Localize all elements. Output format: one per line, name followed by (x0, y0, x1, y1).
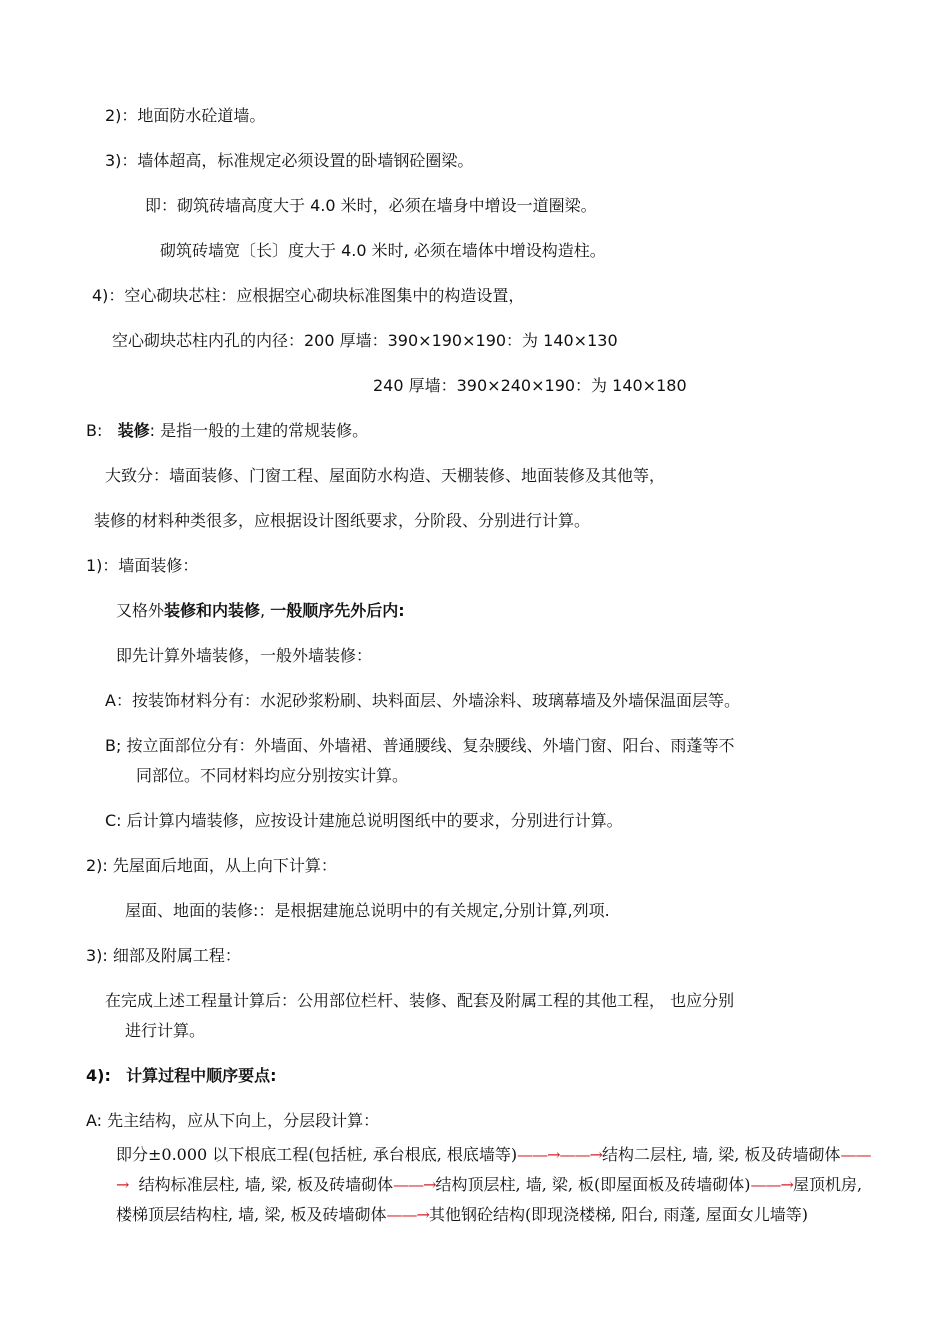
text-line: C: 后计算内墙装修，应按设计建施总说明图纸中的要求，分别进行计算。 (105, 811, 623, 830)
section-title: 计算过程中顺序要点: (126, 1066, 277, 1085)
flow-step: 其他钢砼结构(即现浇楼梯, 阳台, 雨蓬, 屋面女儿墙等) (428, 1205, 808, 1224)
text-line: 240 厚墙：390×240×190：为 140×180 (373, 376, 687, 395)
text-line: 同部位。不同材料均应分别按实计算。 (136, 766, 409, 785)
arrow-icon: ——→ (393, 1175, 436, 1194)
section-title: 装修 (117, 421, 150, 440)
arrow-icon: ——→——→ (517, 1145, 602, 1164)
text-line: 2): 先屋面后地面，从上向下计算： (86, 856, 337, 875)
text-line: B; 按立面部位分有：外墙面、外墙裙、普通腰线、复杂腰线、外墙门窗、阳台、雨蓬等不 (105, 736, 735, 755)
text-line: 装修的材料种类很多，应根据设计图纸要求，分阶段、分别进行计算。 (94, 511, 591, 530)
text-line: 在完成上述工程量计算后：公用部位栏杆、装修、配套及附属工程的其他工程， 也应分别 (105, 991, 735, 1010)
section-label: B: (86, 421, 103, 440)
flow-step: 屋顶机房, 楼梯顶层结构柱, 墙, 梁, 板及砖墙砌体 (116, 1175, 863, 1224)
text-line: 进行计算。 (125, 1021, 206, 1040)
section-label: 4): (86, 1066, 111, 1085)
section-heading-b (86, 421, 368, 441)
text-run: , (260, 601, 271, 620)
text-line: 砌筑砖墙宽〔长〕度大于 4.0 米时, 必须在墙体中增设构造柱。 (160, 241, 606, 260)
text-line: 2)：地面防水砼道墙。 (105, 106, 266, 125)
text-run-bold: 一般顺序先外后内: (270, 601, 405, 620)
arrow-icon: ——→ (116, 1145, 871, 1194)
arrow-icon: ——→ (750, 1175, 793, 1194)
text-line (116, 601, 405, 621)
text-line: 即先计算外墙装修，一般外墙装修： (116, 646, 373, 665)
flow-step: 结构标准层柱, 墙, 梁, 板及砖墙砌体 (138, 1175, 394, 1194)
text-line: 大致分：墙面装修、门窗工程、屋面防水构造、天棚装修、地面装修及其他等， (105, 466, 666, 485)
text-line: 1)：墙面装修： (86, 556, 199, 575)
text-line: 4)：空心砌块芯柱：应根据空心砌块标准图集中的构造设置， (92, 286, 525, 305)
text-line: 屋面、地面的装修:：是根据建施总说明中的有关规定,分别计算,列项. (125, 901, 610, 920)
text-line: 空心砌块芯柱内孔的内径：200 厚墙：390×190×190：为 140×130 (112, 331, 618, 350)
text-run-bold: 装修和内装修 (164, 601, 261, 620)
text-run: 又格外 (116, 601, 165, 620)
text-line: A：按装饰材料分有：水泥砂浆粉刷、块料面层、外墙涂料、玻璃幕墙及外墙保温面层等。 (105, 691, 740, 710)
flow-paragraph (116, 1140, 876, 1230)
flow-step: 即分±0.000 以下根底工程(包括桩, 承台根底, 根底墙等) (116, 1145, 518, 1164)
text-line: 3): 细部及附属工程： (86, 946, 241, 965)
flow-step: 结构顶层柱, 墙, 梁, 板(即屋面板及砖墙砌体) (435, 1175, 751, 1194)
flow-step: 结构二层柱, 墙, 梁, 板及砖墙砌体 (601, 1145, 841, 1164)
arrow-icon: ——→ (386, 1205, 429, 1224)
section-heading-4 (86, 1066, 277, 1086)
text-line: 即：砌筑砖墙高度大于 4.0 米时，必须在墙身中增设一道圈梁。 (145, 196, 597, 215)
text-line: A: 先主结构，应从下向上，分层段计算： (86, 1111, 380, 1130)
text-line: 3)：墙体超高，标准规定必须设置的卧墙钢砼圈梁。 (105, 151, 474, 170)
section-desc: : 是指一般的土建的常规装修。 (149, 421, 369, 440)
